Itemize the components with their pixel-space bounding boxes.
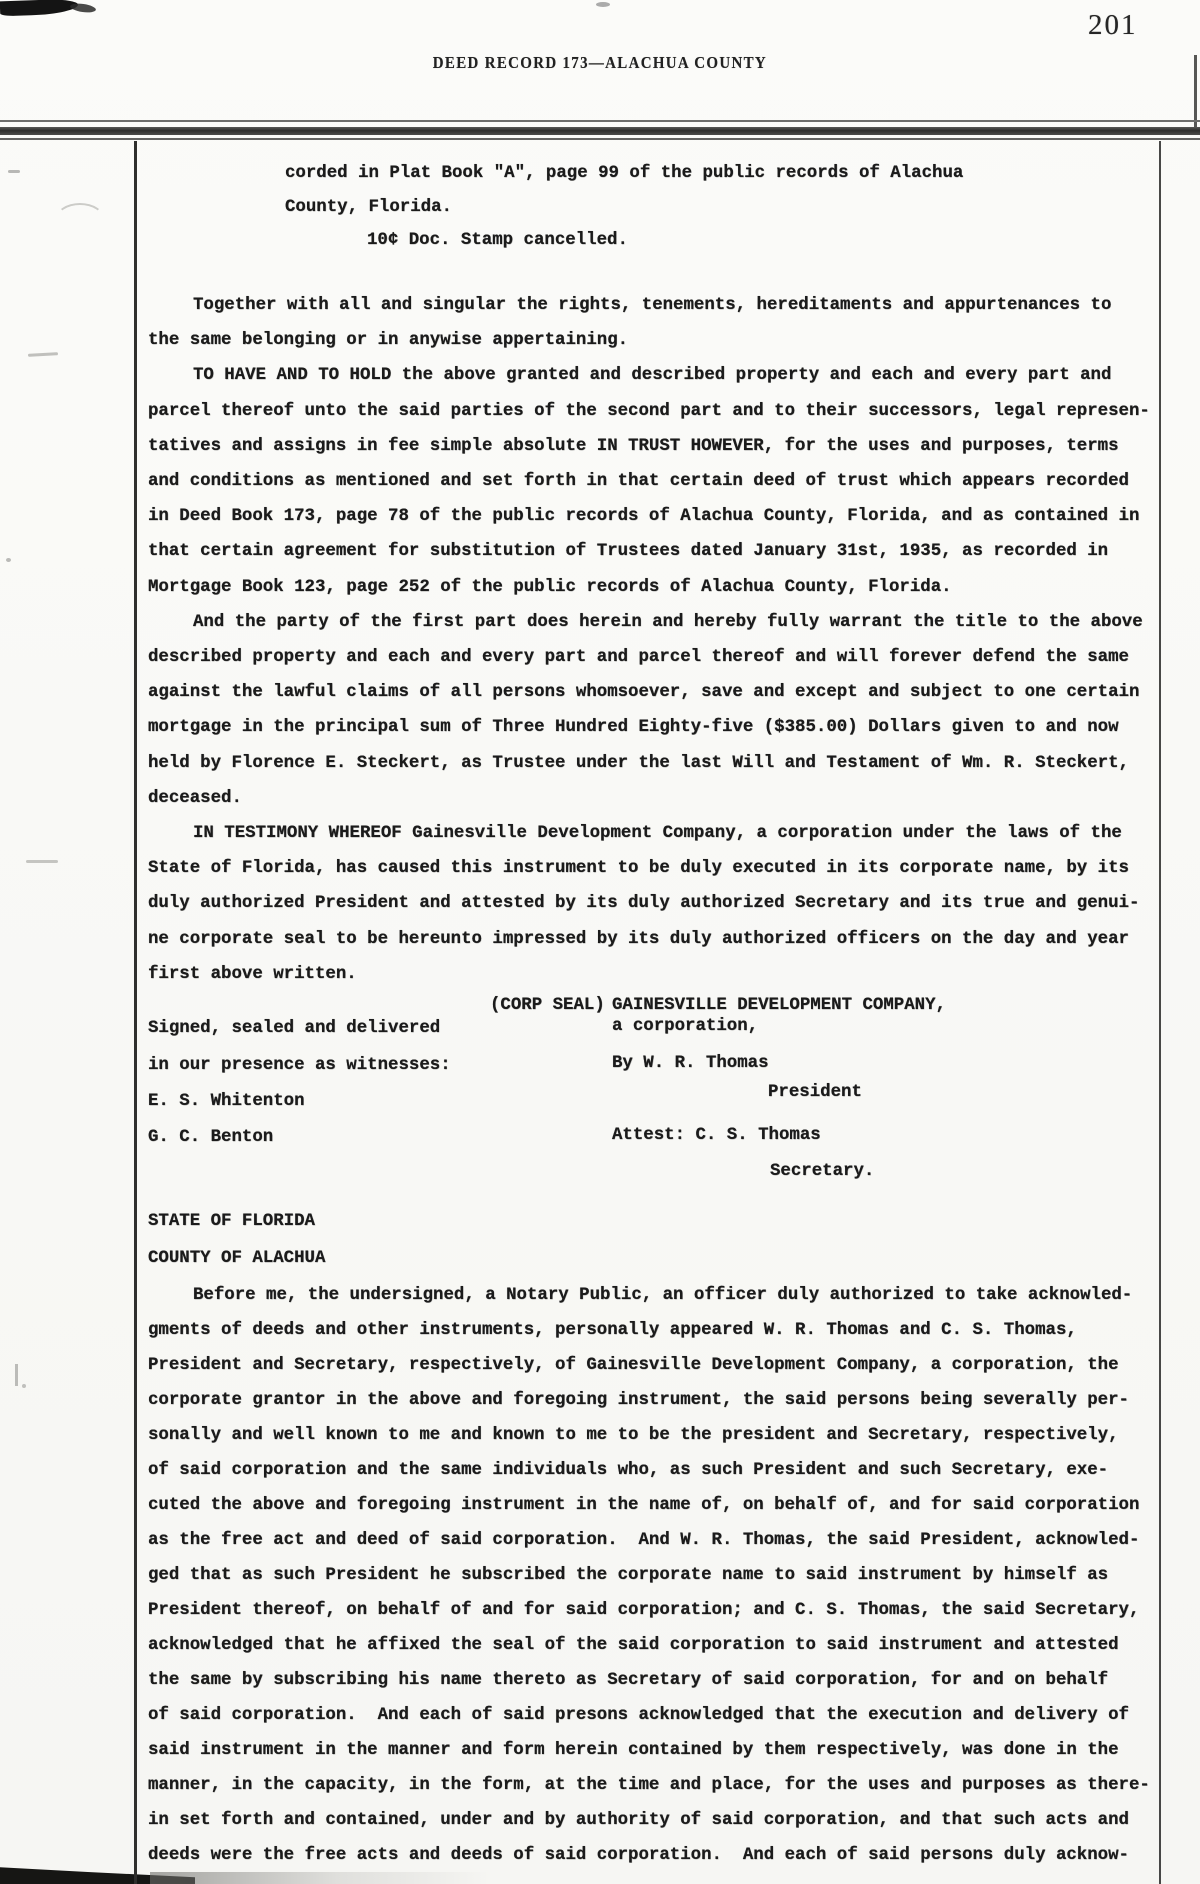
text-line: in Deed Book 173, page 78 of the public records of Alachua County, Florida, and as contained in (148, 507, 1140, 527)
scan-margin-dot-2 (6, 558, 11, 562)
text-line: President thereof, on behalf of and for said corporation; and C. S. Thomas, the said Secretary, (148, 1601, 1140, 1620)
text-line: said instrument in the manner and form herein contained by them respectively, was done in the (148, 1741, 1119, 1760)
text-line: against the lawful claims of all persons whomsoever, save and except and subject to one certain (148, 683, 1140, 703)
text-line: acknowledged that he affixed the seal of the said corporation to said instrument and attested (148, 1636, 1119, 1655)
text-line: TO HAVE AND TO HOLD the above granted and described property and each and every part and (193, 366, 1112, 386)
page-title (0, 52, 1200, 74)
text-line: the same belonging or in anywise appertaining. (148, 331, 629, 351)
text-line: as the free act and deed of said corporation. And W. R. Thomas, the said President, acknowled- (148, 1531, 1140, 1550)
witness-signature-1: E. S. Whitenton (148, 1092, 305, 1111)
text-line: held by Florence E. Steckert, as Trustee under the last Will and Testament of Wm. R. Steckert, (148, 753, 1129, 773)
text-line: deceased. (148, 788, 242, 808)
text-line: the same by subscribing his name thereto as Secretary of said corporation, for and on behalf (148, 1671, 1109, 1690)
text-line: gments of deeds and other instruments, personally appeared W. R. Thomas and C. S. Thomas, (148, 1321, 1077, 1340)
company-name: GAINESVILLE DEVELOPMENT COMPANY, (612, 996, 946, 1015)
witnesses-line: in our presence as witnesses: (148, 1056, 451, 1075)
text-line: parcel thereof unto the said parties of the second part and to their successors, legal represen- (148, 401, 1150, 421)
text-line: that certain agreement for substitution of Trustees dated January 31st, 1935, as recorded in (148, 542, 1109, 562)
signed-sealed-line: Signed, sealed and delivered (148, 1019, 441, 1038)
attest-signature: Attest: C. S. Thomas (612, 1126, 821, 1145)
text-line: President and Secretary, respectively, of Gainesville Development Company, a corporation, the (148, 1356, 1119, 1375)
county-line: COUNTY OF ALACHUA (148, 1249, 326, 1268)
text-line: Together with all and singular the rights, tenements, hereditaments and appurtenances to (193, 296, 1112, 315)
company-type: a corporation, (612, 1017, 759, 1036)
text-line: cuted the above and foregoing instrument in the name of, on behalf of, and for said corporation (148, 1496, 1140, 1515)
header-divider-top (0, 120, 1200, 122)
text-line: duly authorized President and attested by its duly authorized Secretary and its true and genui- (148, 894, 1140, 914)
scan-smudge-top-left-2 (70, 2, 97, 14)
text-line: first above written. (148, 964, 357, 984)
text-line: Mortgage Book 123, page 252 of the public records of Alachua County, Florida. (148, 577, 952, 597)
scan-margin-dash (28, 352, 58, 357)
page-title-text: DEED RECORD 173—ALACHUA COUNTY (432, 53, 768, 72)
scan-smudge-top-left (0, 0, 78, 16)
text-line: corded in Plat Book "A", page 99 of the public records of Alachua (285, 164, 964, 183)
text-line: 10¢ Doc. Stamp cancelled. (367, 231, 628, 250)
text-line: IN TESTIMONY WHEREOF Gainesville Development Company, a corporation under the laws of the (193, 824, 1122, 843)
text-line: corporate grantor in the above and foregoing instrument, the said persons being severally per- (148, 1391, 1129, 1410)
right-margin-rule (1159, 141, 1161, 1884)
text-line: Before me, the undersigned, a Notary Public, an officer duly authorized to take acknowled- (193, 1286, 1133, 1305)
text-line: tatives and assigns in fee simple absolute IN TRUST HOWEVER, for the uses and purposes, terms (148, 436, 1119, 456)
header-divider-bottom (0, 138, 1200, 140)
scan-margin-dot (8, 170, 20, 173)
text-line: manner, in the capacity, in the form, at the time and place, for the uses and purposes as there- (148, 1776, 1150, 1795)
scan-margin-tick-dot (22, 1384, 26, 1388)
text-line: ne corporate seal to be hereunto impressed by its duly authorized officers on the day and year (148, 929, 1129, 949)
text-line: in set forth and contained, under and by authority of said corporation, and that such acts and (148, 1811, 1129, 1830)
text-line: ged that as such President he subscribed the corporate name to said instrument by himself as (148, 1566, 1109, 1585)
text-line: described property and each and every part and parcel thereof and will forever defend the same (148, 648, 1129, 667)
scan-torn-edge-shadow (150, 1872, 490, 1884)
president-title: President (768, 1083, 862, 1102)
witness-signature-2: G. C. Benton (148, 1128, 274, 1147)
left-margin-rule (134, 141, 137, 1884)
scan-smudge-top-center (596, 2, 610, 7)
scan-margin-tick (15, 1364, 18, 1386)
text-line: of said corporation. And each of said presons acknowledged that the execution and delivery of (148, 1706, 1129, 1725)
scan-margin-dash-2 (26, 860, 58, 863)
text-line: of said corporation and the same individuals who, as such President and such Secretary, exe- (148, 1461, 1109, 1480)
corp-seal-note: (CORP SEAL) (490, 996, 605, 1015)
text-line: and conditions as mentioned and set forth in that certain deed of trust which appears recorded (148, 472, 1129, 491)
scan-margin-arc (55, 203, 105, 237)
president-signature: By W. R. Thomas (612, 1054, 769, 1073)
page-number: 201 (1088, 9, 1138, 41)
text-line: sonally and well known to me and known to me to be the president and Secretary, respectively, (148, 1426, 1119, 1445)
state-line: STATE OF FLORIDA (148, 1212, 315, 1231)
header-divider-thick (0, 127, 1200, 135)
text-line: And the party of the first part does herein and hereby fully warrant the title to the above (193, 612, 1143, 632)
secretary-title: Secretary. (770, 1162, 875, 1181)
text-line: mortgage in the principal sum of Three Hundred Eighty-five ($385.00) Dollars given to and now (148, 718, 1119, 738)
text-line: State of Florida, has caused this instrument to be duly executed in its corporate name, by its (148, 859, 1129, 879)
text-line: County, Florida. (285, 197, 452, 217)
text-line: deeds were the free acts and deeds of said corporation. And each of said persons duly acknow- (148, 1846, 1129, 1865)
